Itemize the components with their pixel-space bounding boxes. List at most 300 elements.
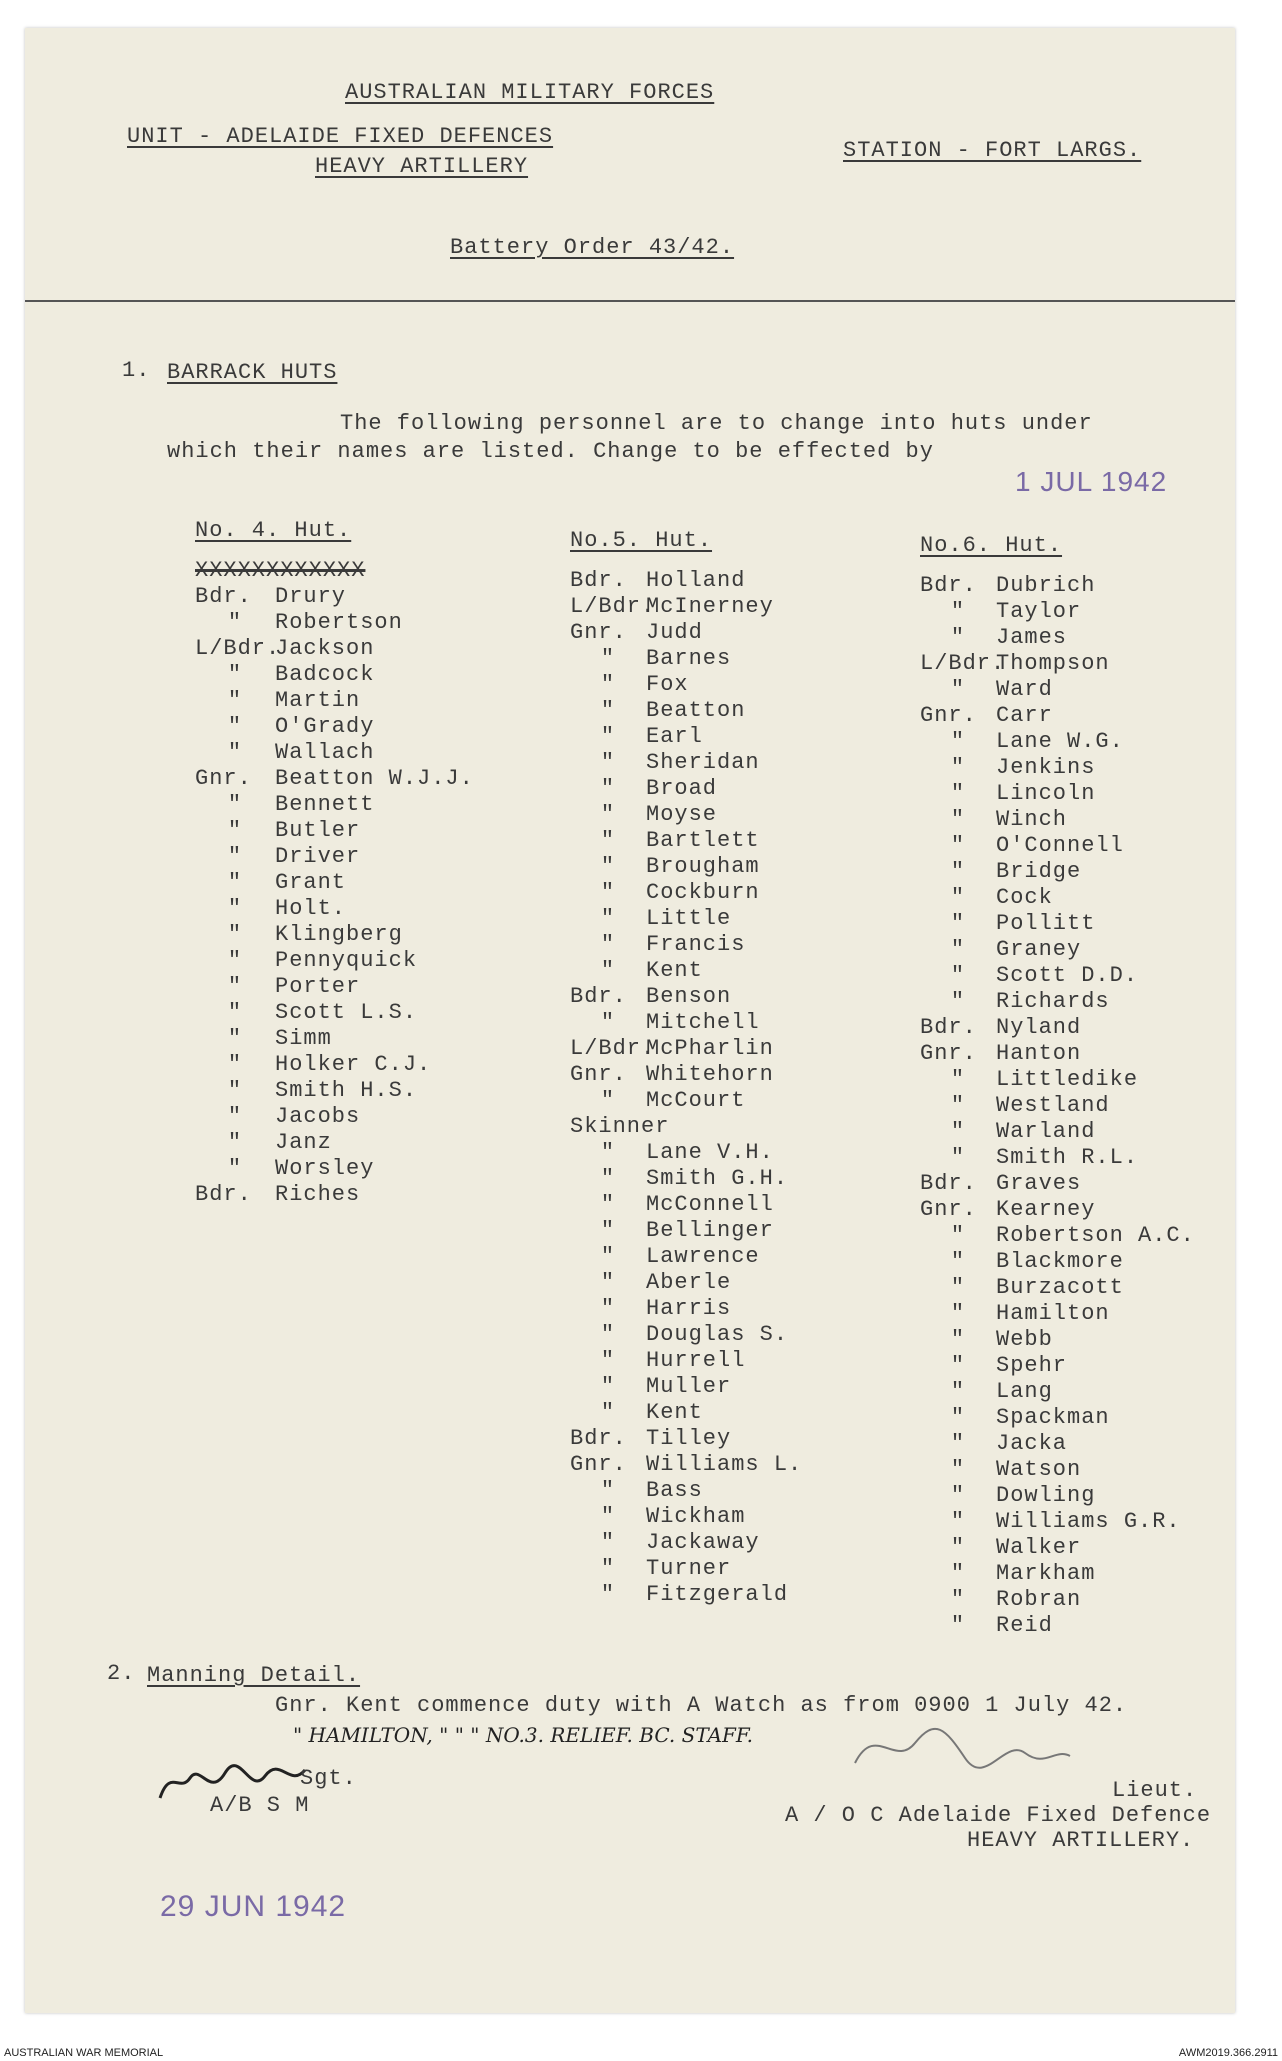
soldier-name: McPharlin (646, 1036, 774, 1061)
list-item (195, 636, 474, 662)
list-item (570, 646, 802, 672)
soldier-name: Drury (275, 584, 347, 609)
rank-prefix: Gnr. (920, 1197, 977, 1222)
soldier-name: Graney (996, 937, 1082, 962)
forces-heading: AUSTRALIAN MILITARY FORCES (345, 80, 715, 105)
rank-prefix: Gnr. (920, 703, 977, 728)
list-item (570, 724, 802, 750)
soldier-name: Driver (275, 844, 361, 869)
rank-prefix: " (950, 885, 966, 910)
list-item (570, 698, 802, 724)
list-item (570, 1374, 802, 1400)
soldier-name: Benson (646, 984, 732, 1009)
list-item (920, 911, 1195, 937)
list-item (920, 859, 1195, 885)
soldier-name: McConnell (646, 1192, 774, 1217)
soldier-name: Robertson (275, 610, 403, 635)
soldier-name: Taylor (996, 599, 1082, 624)
list-item (920, 885, 1195, 911)
soldier-name: Dubrich (996, 573, 1096, 598)
list-item (920, 1249, 1195, 1275)
soldier-name: Graves (996, 1171, 1082, 1196)
soldier-name: Tilley (646, 1426, 732, 1451)
lieutenant-signature (845, 1718, 1075, 1778)
list-item (195, 974, 474, 1000)
rank-prefix: " (950, 1249, 966, 1274)
right-unit: HEAVY ARTILLERY. (967, 1828, 1195, 1853)
hut-heading: No.6. Hut. (920, 533, 1063, 558)
rank-prefix: " (600, 776, 616, 801)
rank-prefix: " (950, 1119, 966, 1144)
rank-prefix: " (600, 1530, 616, 1555)
rank-prefix: Bdr. (920, 1015, 977, 1040)
rank-prefix: L/Bdr. (570, 594, 656, 619)
list-item (570, 932, 802, 958)
rank-prefix: Gnr. (195, 766, 252, 791)
rank-prefix: " (950, 1353, 966, 1378)
rank-prefix: " (600, 1582, 616, 1607)
list-item (920, 703, 1195, 729)
rank-prefix: Bdr. (920, 1171, 977, 1196)
soldier-name: Kent (646, 958, 703, 983)
list-item (570, 854, 802, 880)
date-stamp-bottom: 29 JUN 1942 (160, 1890, 347, 1923)
list-item (570, 1400, 802, 1426)
rank-prefix: Bdr. (195, 1182, 252, 1207)
soldier-name: Warland (996, 1119, 1096, 1144)
list-item (195, 584, 474, 610)
soldier-name: Hurrell (646, 1348, 746, 1373)
list-item (195, 766, 474, 792)
rank-prefix: " (227, 922, 243, 947)
list-item (570, 958, 802, 984)
rank-prefix: " (600, 698, 616, 723)
rank-prefix: " (950, 729, 966, 754)
list-item (195, 1130, 474, 1156)
soldier-name: Reid (996, 1613, 1053, 1638)
soldier-name: Smith H.S. (275, 1078, 418, 1103)
list-item (570, 1504, 802, 1530)
soldier-name: Smith G.H. (646, 1166, 789, 1191)
list-item (920, 573, 1195, 599)
rank-prefix: " (950, 755, 966, 780)
soldier-name: Wallach (275, 740, 375, 765)
list-item (920, 1457, 1195, 1483)
hut-column-6 (920, 533, 1195, 1639)
list-item (570, 1036, 802, 1062)
rank-prefix: " (600, 1556, 616, 1581)
list-item (570, 1244, 802, 1270)
hut-column-5 (570, 528, 802, 1608)
rank-prefix: Gnr. (920, 1041, 977, 1066)
list-item (570, 1556, 802, 1582)
soldier-name: Walker (996, 1535, 1082, 1560)
list-item (570, 1426, 802, 1452)
soldier-name: Moyse (646, 802, 718, 827)
section-1-title: BARRACK HUTS (167, 360, 338, 385)
rank-prefix: " (600, 1218, 616, 1243)
soldier-name: Wickham (646, 1504, 746, 1529)
list-item (920, 1353, 1195, 1379)
station-heading: STATION - FORT LARGS. (843, 138, 1142, 163)
rank-prefix: " (600, 932, 616, 957)
list-item (920, 937, 1195, 963)
rank-prefix: " (227, 1078, 243, 1103)
soldier-name: Porter (275, 974, 361, 999)
list-item (195, 896, 474, 922)
soldier-name: Smith R.L. (996, 1145, 1139, 1170)
rank-prefix: " (600, 1322, 616, 1347)
soldier-name: Worsley (275, 1156, 375, 1181)
soldier-name: Littledike (996, 1067, 1139, 1092)
soldier-name: Grant (275, 870, 347, 895)
soldier-name: James (996, 625, 1068, 650)
list-item (920, 1067, 1195, 1093)
rank-prefix: " (227, 662, 243, 687)
soldier-name: Barnes (646, 646, 732, 671)
list-item (920, 1405, 1195, 1431)
rank-prefix: L/Bdr. (920, 651, 1006, 676)
list-item (920, 833, 1195, 859)
divider-line (25, 300, 1235, 302)
soldier-name: Cockburn (646, 880, 760, 905)
rank-prefix: " (227, 844, 243, 869)
hut-heading: No. 4. Hut. (195, 518, 352, 543)
list-item (195, 1026, 474, 1052)
section-1-number: 1. (122, 358, 151, 383)
list-item (195, 610, 474, 636)
list-item (920, 1327, 1195, 1353)
list-item (195, 688, 474, 714)
unit-subheading: HEAVY ARTILLERY (315, 154, 529, 179)
list-item (570, 672, 802, 698)
list-item (570, 1530, 802, 1556)
rank-prefix: " (950, 1431, 966, 1456)
soldier-name: Nyland (996, 1015, 1082, 1040)
rank-prefix: " (600, 1088, 616, 1113)
soldier-name: Pollitt (996, 911, 1096, 936)
soldier-name: Bridge (996, 859, 1082, 884)
intro-line-1: The following personnel are to change into huts under (340, 411, 1093, 436)
list-item (570, 776, 802, 802)
list-item (570, 1140, 802, 1166)
soldier-name: Robran (996, 1587, 1082, 1612)
rank-prefix: " (950, 1535, 966, 1560)
rank-prefix: " (950, 1587, 966, 1612)
struck-out-text: XXXXXXXXXXXX (195, 558, 366, 583)
list-item (570, 1192, 802, 1218)
rank-prefix: " (950, 963, 966, 988)
rank-prefix: Bdr. (570, 984, 627, 1009)
soldier-name: Scott L.S. (275, 1000, 418, 1025)
soldier-name: Brougham (646, 854, 760, 879)
rank-prefix: " (600, 802, 616, 827)
rank-prefix: " (600, 1504, 616, 1529)
soldier-name: Thompson (996, 651, 1110, 676)
soldier-name: Beatton W.J.J. (275, 766, 474, 791)
soldier-name: Whitehorn (646, 1062, 774, 1087)
list-item (195, 844, 474, 870)
soldier-name: Badcock (275, 662, 375, 687)
section-2-number: 2. (107, 1661, 136, 1686)
list-item (570, 1166, 802, 1192)
list-item (195, 1182, 474, 1208)
soldier-name: Blackmore (996, 1249, 1124, 1274)
right-role: A / O C Adelaide Fixed Defence (785, 1803, 1212, 1828)
rank-prefix: " (950, 1327, 966, 1352)
rank-prefix: Skinner (570, 1114, 670, 1139)
soldier-name: Riches (275, 1182, 361, 1207)
left-role: A/B S M (210, 1793, 310, 1818)
soldier-name: Klingberg (275, 922, 403, 947)
list-item (195, 948, 474, 974)
list-item (570, 750, 802, 776)
list-item (570, 1296, 802, 1322)
rank-prefix: " (600, 646, 616, 671)
unit-heading: UNIT - ADELAIDE FIXED DEFENCES (127, 124, 554, 149)
rank-prefix: " (227, 688, 243, 713)
list-item (920, 625, 1195, 651)
list-item (195, 1104, 474, 1130)
soldier-name: Jacobs (275, 1104, 361, 1129)
rank-prefix: " (227, 974, 243, 999)
rank-prefix: " (600, 1478, 616, 1503)
rank-prefix: Bdr. (920, 573, 977, 598)
soldier-name: McCourt (646, 1088, 746, 1113)
rank-prefix: " (600, 1192, 616, 1217)
rank-prefix: L/Bdr. (570, 1036, 656, 1061)
list-item (570, 828, 802, 854)
rank-prefix: Bdr. (570, 1426, 627, 1451)
list-item (570, 568, 802, 594)
section-2-title: Manning Detail. (147, 1663, 361, 1688)
list-item (570, 1114, 802, 1140)
list-item (570, 1322, 802, 1348)
list-item (570, 1088, 802, 1114)
list-item (920, 1431, 1195, 1457)
list-item (920, 651, 1195, 677)
soldier-name: Francis (646, 932, 746, 957)
rank-prefix: " (227, 1156, 243, 1181)
rank-prefix: " (950, 807, 966, 832)
soldier-name: Bass (646, 1478, 703, 1503)
soldier-name: Broad (646, 776, 718, 801)
rank-prefix: " (227, 792, 243, 817)
rank-prefix: " (950, 599, 966, 624)
list-item (570, 1478, 802, 1504)
list-item (195, 922, 474, 948)
soldier-name: Jackaway (646, 1530, 760, 1555)
rank-prefix: " (950, 677, 966, 702)
rank-prefix: " (227, 948, 243, 973)
soldier-name: Turner (646, 1556, 732, 1581)
soldier-name: O'Grady (275, 714, 375, 739)
soldier-name: McInerney (646, 594, 774, 619)
list-item (920, 1483, 1195, 1509)
rank-prefix: " (600, 1140, 616, 1165)
soldier-name: Cock (996, 885, 1053, 910)
rank-prefix: " (950, 1613, 966, 1638)
rank-prefix: Bdr. (570, 568, 627, 593)
soldier-name: Little (646, 906, 732, 931)
rank-prefix: " (600, 1244, 616, 1269)
soldier-name: Winch (996, 807, 1068, 832)
footer-left: AUSTRALIAN WAR MEMORIAL (4, 2047, 164, 2059)
soldier-name: Markham (996, 1561, 1096, 1586)
soldier-name: Kent (646, 1400, 703, 1425)
rank-prefix: " (950, 1067, 966, 1092)
intro-line-2: which their names are listed. Change to be effected by (167, 439, 934, 464)
list-item (570, 1348, 802, 1374)
soldier-name: Holland (646, 568, 746, 593)
soldier-name: Holker C.J. (275, 1052, 432, 1077)
soldier-name: Sheridan (646, 750, 760, 775)
soldier-name: Scott D.D. (996, 963, 1139, 988)
soldier-name: Richards (996, 989, 1110, 1014)
rank-prefix: " (227, 1052, 243, 1077)
soldier-name: Jenkins (996, 755, 1096, 780)
soldier-name: Carr (996, 703, 1053, 728)
rank-prefix: Bdr. (195, 584, 252, 609)
rank-prefix: Gnr. (570, 1452, 627, 1477)
rank-prefix: " (950, 833, 966, 858)
list-item (920, 729, 1195, 755)
rank-prefix: " (950, 1093, 966, 1118)
rank-prefix: " (227, 1130, 243, 1155)
list-item (920, 677, 1195, 703)
list-item (570, 1270, 802, 1296)
rank-prefix: " (600, 1400, 616, 1425)
list-item (920, 1275, 1195, 1301)
soldier-name: Lane W.G. (996, 729, 1124, 754)
rank-prefix: " (227, 610, 243, 635)
rank-prefix: " (227, 714, 243, 739)
list-item (920, 963, 1195, 989)
list-item (920, 1041, 1195, 1067)
soldier-name: Butler (275, 818, 361, 843)
soldier-name: O'Connell (996, 833, 1124, 858)
hut-column-4 (195, 518, 474, 1208)
soldier-name: Dowling (996, 1483, 1096, 1508)
rank-prefix: " (950, 1561, 966, 1586)
list-item (920, 599, 1195, 625)
rank-prefix: " (227, 740, 243, 765)
list-item (570, 620, 802, 646)
list-item (570, 1062, 802, 1088)
list-item (570, 906, 802, 932)
rank-prefix: " (227, 1000, 243, 1025)
soldier-name: Earl (646, 724, 703, 749)
soldier-name: Williams L. (646, 1452, 803, 1477)
left-rank: Sgt. (300, 1766, 357, 1791)
rank-prefix: " (950, 859, 966, 884)
list-item (920, 1197, 1195, 1223)
rank-prefix: Gnr. (570, 620, 627, 645)
list-item (920, 1509, 1195, 1535)
rank-prefix: " (950, 1483, 966, 1508)
date-stamp-received: 1 JUL 1942 (1015, 466, 1168, 497)
soldier-name: Hamilton (996, 1301, 1110, 1326)
rank-prefix: " (600, 1166, 616, 1191)
soldier-name: Webb (996, 1327, 1053, 1352)
soldier-name: Hanton (996, 1041, 1082, 1066)
rank-prefix: " (600, 958, 616, 983)
rank-prefix: " (950, 625, 966, 650)
rank-prefix: " (600, 880, 616, 905)
rank-prefix: " (227, 1026, 243, 1051)
rank-prefix: " (227, 870, 243, 895)
soldier-name: Spehr (996, 1353, 1068, 1378)
soldier-name: Lawrence (646, 1244, 760, 1269)
list-item (920, 1015, 1195, 1041)
list-item (195, 1078, 474, 1104)
soldier-name: Lincoln (996, 781, 1096, 806)
soldier-name: Fox (646, 672, 689, 697)
list-item (920, 1223, 1195, 1249)
rank-prefix: " (600, 672, 616, 697)
manning-handwritten: " HAMILTON, " " " NO.3. RELIEF. BC. STAFF. (293, 1723, 754, 1747)
list-item (570, 1218, 802, 1244)
rank-prefix: " (950, 1379, 966, 1404)
list-item (920, 1145, 1195, 1171)
soldier-name: Robertson A.C. (996, 1223, 1195, 1248)
soldier-name: Martin (275, 688, 361, 713)
soldier-name: Beatton (646, 698, 746, 723)
rank-prefix: " (950, 911, 966, 936)
rank-prefix: " (600, 906, 616, 931)
soldier-name: Kearney (996, 1197, 1096, 1222)
soldier-name: Ward (996, 677, 1053, 702)
footer-right: AWM2019.366.2911 (1178, 2047, 1278, 2059)
list-item (570, 880, 802, 906)
list-item (570, 984, 802, 1010)
rank-prefix: " (227, 1104, 243, 1129)
rank-prefix: " (600, 854, 616, 879)
list-item (920, 807, 1195, 833)
soldier-name: Williams G.R. (996, 1509, 1181, 1534)
document-page (25, 28, 1235, 2013)
soldier-name: Simm (275, 1026, 332, 1051)
list-item (920, 1613, 1195, 1639)
soldier-name: Judd (646, 620, 703, 645)
rank-prefix: " (227, 896, 243, 921)
list-item (920, 989, 1195, 1015)
rank-prefix: " (950, 1405, 966, 1430)
soldier-name: Lane V.H. (646, 1140, 774, 1165)
rank-prefix: " (950, 1145, 966, 1170)
manning-line-1: Gnr. Kent commence duty with A Watch as from 0900 1 July 42. (275, 1693, 1128, 1718)
list-item (920, 1561, 1195, 1587)
list-item (570, 1452, 802, 1478)
list-item (920, 1587, 1195, 1613)
list-item (570, 802, 802, 828)
soldier-name: Holt. (275, 896, 347, 921)
soldier-name: Pennyquick (275, 948, 418, 973)
rank-prefix: " (600, 724, 616, 749)
rank-prefix: " (600, 1374, 616, 1399)
soldier-name: Janz (275, 1130, 332, 1155)
battery-order: Battery Order 43/42. (450, 235, 735, 260)
right-rank: Lieut. (1112, 1778, 1198, 1803)
rank-prefix: " (600, 1270, 616, 1295)
list-item (920, 1093, 1195, 1119)
soldier-name: Jacka (996, 1431, 1068, 1456)
rank-prefix: L/Bdr. (195, 636, 281, 661)
soldier-name: Bartlett (646, 828, 760, 853)
list-item (195, 818, 474, 844)
rank-prefix: " (950, 937, 966, 962)
list-item (195, 792, 474, 818)
